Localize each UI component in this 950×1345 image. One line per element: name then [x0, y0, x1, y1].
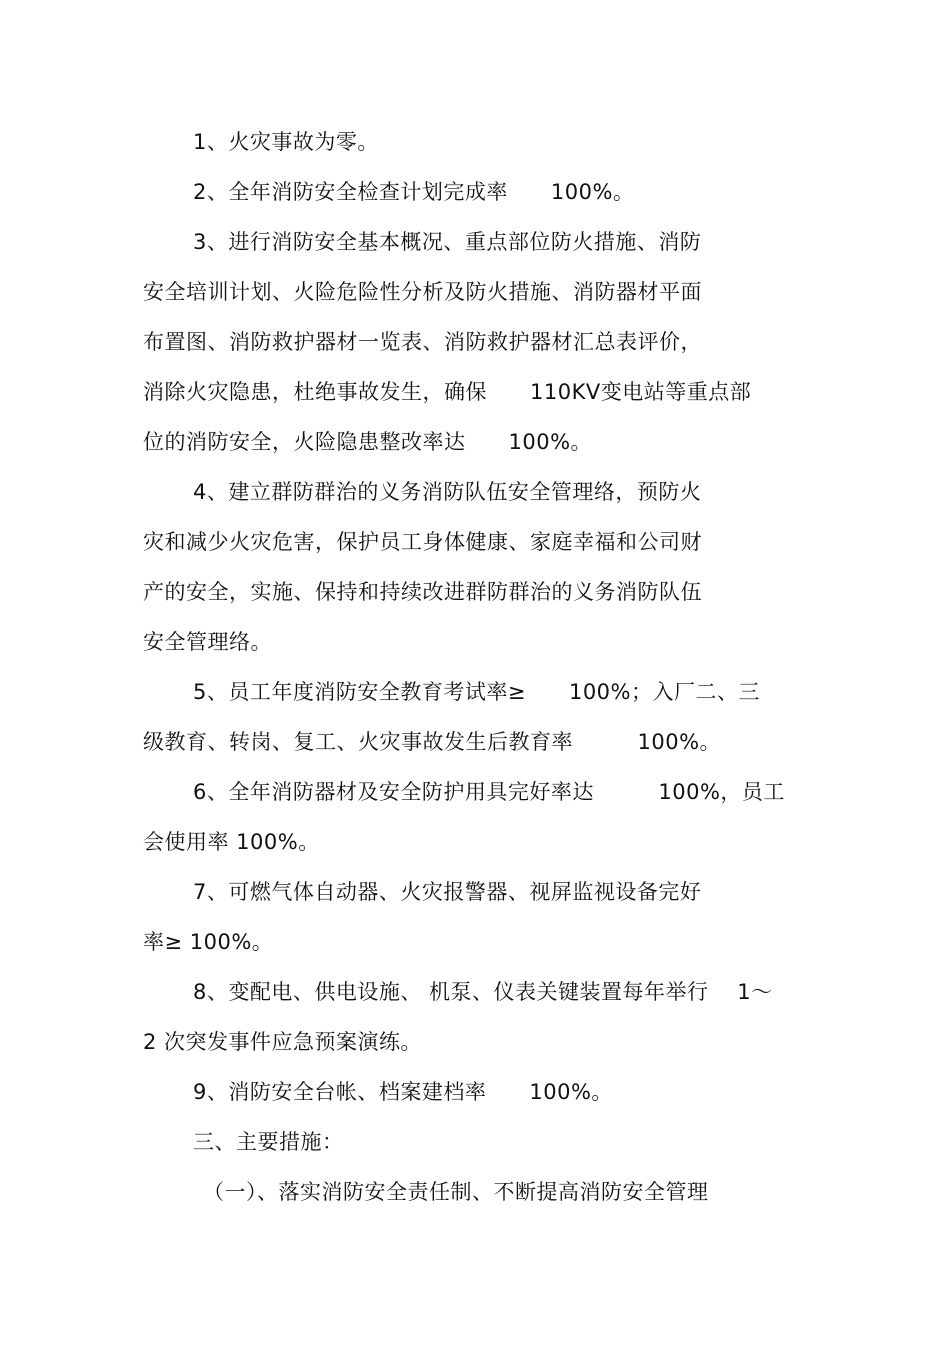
text-line: 6、全年消防器材及安全防护用具完好率达 100%，员工 [193, 780, 785, 804]
text-line: 会使用率 100%。 [143, 830, 320, 854]
text-line: 2、全年消防安全检查计划完成率 100%。 [193, 180, 635, 204]
text-line: 9、消防安全台帐、档案建档率 100%。 [193, 1080, 613, 1104]
text-line: 3、进行消防安全基本概况、重点部位防火措施、消防 [193, 230, 702, 254]
text-line: 率≥ 100%。 [143, 930, 274, 954]
text-line: 1、火灾事故为零。 [193, 130, 379, 154]
text-line: 级教育、转岗、复工、火灾事故发生后教育率 100%。 [143, 730, 722, 754]
text-line: 5、员工年度消防安全教育考试率≥ 100%；入厂二、三 [193, 680, 760, 704]
text-line: 布置图、消防救护器材一览表、消防救护器材汇总表评价， [143, 330, 702, 354]
text-line: 7、可燃气体自动器、火灾报警器、视屏监视设备完好 [193, 880, 702, 904]
subsection-heading: （一）、落实消防安全责任制、不断提高消防安全管理 [203, 1180, 709, 1204]
text-line: 安全管理络。 [143, 630, 272, 654]
text-line: 2 次突发事件应急预案演练。 [143, 1030, 423, 1054]
text-line: 4、建立群防群治的义务消防队伍安全管理络，预防火 [193, 480, 702, 504]
text-line: 产的安全，实施、保持和持续改进群防群治的义务消防队伍 [143, 580, 702, 604]
text-line: 灾和减少火灾危害，保护员工身体健康、家庭幸福和公司财 [143, 530, 702, 554]
text-line: 消除火灾隐患，杜绝事故发生，确保 110KV变电站等重点部 [143, 380, 752, 404]
text-line: 位的消防安全，火险隐患整改率达 100%。 [143, 430, 593, 454]
text-line: 8、变配电、供电设施、 机泵、仪表关键装置每年举行 1～ [193, 980, 773, 1004]
section-heading: 三、主要措施： [193, 1130, 344, 1154]
text-line: 安全培训计划、火险危险性分析及防火措施、消防器材平面 [143, 280, 702, 304]
